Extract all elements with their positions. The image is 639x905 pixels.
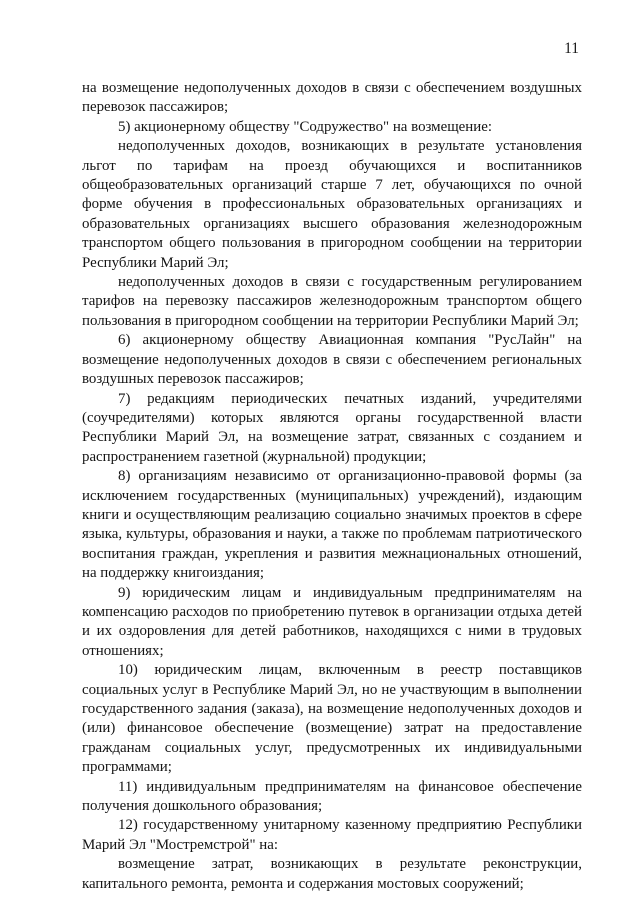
paragraph: недополученных доходов в связи с государственным регулированием тарифов на перевозку пассажиров железнодорожным транспортом общего пользования в пригородном сообщении на территории Республики Марий Эл;	[82, 274, 582, 329]
paragraph: недополученных доходов, возникающих в результате установления льгот по тарифам на проезд обучающихся и воспитанников общеобразовательных организаций старше 7 лет, обучающихся по очной форме обучения в профессиональных образовательных организациях и образовательных организациях высшего образования железнодорожным транспортом общего пользования в пригородном сообщении на территории Республики Марий Эл;	[82, 138, 582, 271]
paragraph: 5) акционерному обществу "Содружество" на возмещение:	[118, 118, 492, 135]
document-body	[82, 79, 582, 894]
paragraph: 7) редакциям периодических печатных изданий, учредителями (соучредителями) которых являются органы государственной власти Республики Марий Эл, на возмещение затрат, связанных с созданием и распространением газетной (журнальной) продукции;	[82, 390, 582, 465]
paragraph: 9) юридическим лицам и индивидуальным предпринимателям на компенсацию расходов по приобретению путевок в организации отдыха детей и их оздоровления для детей работников, находящихся с ними в трудовых отношениях;	[82, 584, 582, 659]
paragraph: возмещение затрат, возникающих в результате реконструкции, капитального ремонта, ремонта и содержания мостовых сооружений;	[82, 856, 582, 892]
paragraph: на возмещение недополученных доходов в связи с обеспечением воздушных перевозок пассажиров;	[82, 80, 582, 116]
paragraph: 10) юридическим лицам, включенным в реестр поставщиков социальных услуг в Республике Марий Эл, но не участвующим в выполнении государственного задания (заказа), на возмещение недополученных доходов и (или) финансовое обеспечение (возмещение) затрат на предоставление гражданам социальных услуг, предусмотренных их индивидуальными программами;	[82, 662, 582, 776]
page-number: 11	[564, 40, 579, 57]
paragraph: 11) индивидуальным предпринимателям на финансовое обеспечение получения дошкольного образования;	[82, 778, 582, 815]
paragraph: 6) акционерному обществу Авиационная компания "РусЛайн" на возмещение недополученных доходов в связи с обеспечением региональных воздушных перевозок пассажиров;	[82, 332, 582, 388]
paragraph: 12) государственному унитарному казенному предприятию Республики Марий Эл "Мостремстрой" на:	[82, 817, 582, 853]
paragraph: 8) организациям независимо от организационно-правовой формы (за исключением государственных (муниципальных) учреждений), издающим книги и осуществляющим реализацию социально значимых проектов в сфере языка, культуры, образования и науки, а также по проблемам патриотического воспитания граждан, укрепления и развития межнациональных отношений, на поддержку книгоиздания;	[82, 468, 582, 582]
